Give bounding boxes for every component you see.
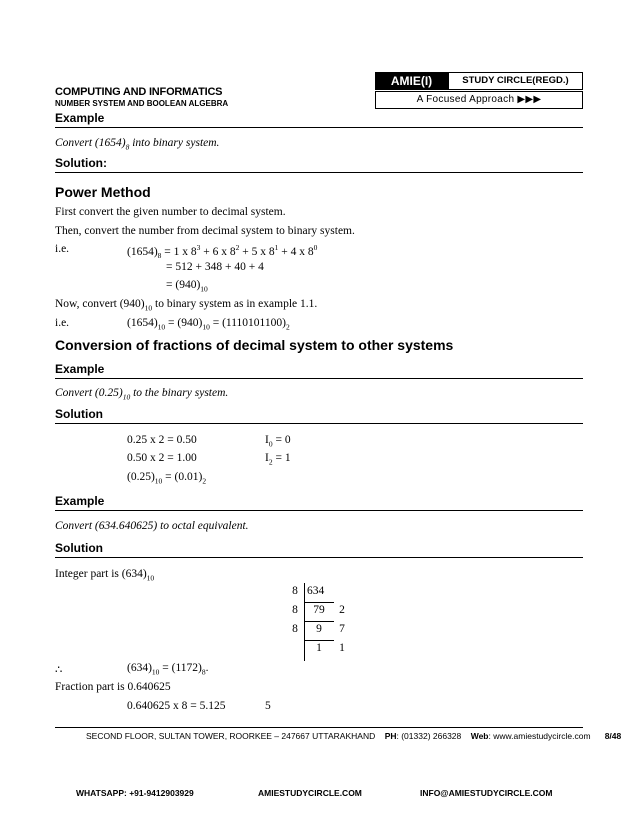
footer-contact: SECOND FLOOR, SULTAN TOWER, ROORKEE – 247667 UTTARAKHAND PH: (01332) 266328 Web: www.amiestudycircle.com 8/48 [86, 731, 622, 741]
footer-site: AMIESTUDYCIRCLE.COM [258, 788, 362, 798]
pm-line-2: Then, convert the number from decimal system to binary system. [55, 225, 355, 237]
fraction-result: $(0.25)_{10} = (0.01)_2$ [127, 471, 207, 486]
ie-label-1: i.e. [55, 243, 70, 255]
fraction-step-1: 0.25 x 2 = 0.50 [127, 434, 197, 446]
footer-divider [55, 727, 583, 728]
divider [55, 557, 583, 558]
divider [55, 510, 583, 511]
brand-badge [375, 72, 583, 110]
example-question-2: Convert $(0.25)_{10}$ to the binary system. [55, 387, 229, 402]
ie-label-2: i.e. [55, 317, 70, 329]
remainder: 2 [339, 604, 345, 616]
fraction-digit-1: $I_0 = 0$ [265, 434, 291, 449]
footer-phone: : (01332) 266328 [396, 731, 462, 741]
divisor: 8 [292, 604, 298, 616]
divider [55, 172, 583, 173]
equation-3: = $(940)_{10}$ [166, 279, 208, 294]
fraction-mult-digit: 5 [265, 700, 271, 712]
solution-heading-1: Solution: [55, 156, 107, 170]
footer-whatsapp: WHATSAPP: +91-9412903929 [76, 788, 194, 798]
division-hline [304, 640, 334, 641]
divisor: 8 [292, 623, 298, 635]
dividend: 634 [307, 585, 325, 597]
example-question-1: Convert $(1654)_8$ into binary system. [55, 137, 220, 152]
course-title: COMPUTING AND INFORMATICS [55, 86, 223, 98]
quotient: 9 [316, 623, 322, 635]
quotient: 79 [313, 604, 325, 616]
now-convert-line: Now, convert $(940)_{10}$ to binary system as in example 1.1. [55, 298, 318, 313]
section-heading-fractions: Conversion of fractions of decimal system to other systems [55, 337, 454, 353]
chapter-title: NUMBER SYSTEM AND BOOLEAN ALGEBRA [55, 99, 229, 108]
equation-2: = 512 + 348 + 40 + 4 [166, 261, 264, 273]
footer-address: SECOND FLOOR, SULTAN TOWER, ROORKEE – 247667 UTTARAKHAND [86, 731, 376, 741]
badge-study-circle: STUDY CIRCLE(REGD.) [448, 72, 583, 90]
remainder: 1 [339, 642, 345, 654]
badge-tagline: A Focused Approach ▶▶▶ [375, 91, 583, 109]
solution-heading-2: Solution [55, 407, 103, 421]
equation-1: $(1654)_8 = 1$ x $8^3 + 6$ x $8^2 + 5$ x $8^1 + 4$ x $8^0$ [127, 243, 318, 261]
quotient: 1 [316, 642, 322, 654]
equation-4: $(1654)_{10} = (940)_{10} = (1110101100)_2$ [127, 317, 290, 332]
divisor: 8 [292, 585, 298, 597]
power-method-heading: Power Method [55, 184, 151, 200]
example-heading-1: Example [55, 111, 105, 125]
fraction-digit-2: $I_2 = 1$ [265, 452, 291, 467]
footer-email: INFO@AMIESTUDYCIRCLE.COM [420, 788, 553, 798]
footer-web: : www.amiestudycircle.com [488, 731, 591, 741]
divider [55, 423, 583, 424]
example-heading-2: Example [55, 362, 105, 376]
example-heading-3: Example [55, 494, 105, 508]
example-question-3: Convert (634.640625) to octal equivalent. [55, 520, 249, 532]
division-hline [304, 602, 334, 603]
octal-division-table [285, 583, 355, 663]
divider [55, 378, 583, 379]
solution-heading-3: Solution [55, 541, 103, 555]
fraction-part-line: Fraction part is 0.640625 [55, 681, 171, 693]
fraction-step-2: 0.50 x 2 = 1.00 [127, 452, 197, 464]
page-number: 8/48 [604, 731, 622, 741]
divider [55, 127, 583, 128]
fraction-mult-line: 0.640625 x 8 = 5.125 [127, 700, 226, 712]
integer-result: $(634)_{10} = (1172)_8$. [127, 662, 209, 677]
therefore-symbol: ∴ [55, 664, 63, 676]
integer-part-line: Integer part is $(634)_{10}$ [55, 568, 155, 583]
division-hline [304, 621, 334, 622]
remainder: 7 [339, 623, 345, 635]
pm-line-1: First convert the given number to decimal system. [55, 206, 286, 218]
badge-amie: AMIE(I) [375, 72, 448, 90]
